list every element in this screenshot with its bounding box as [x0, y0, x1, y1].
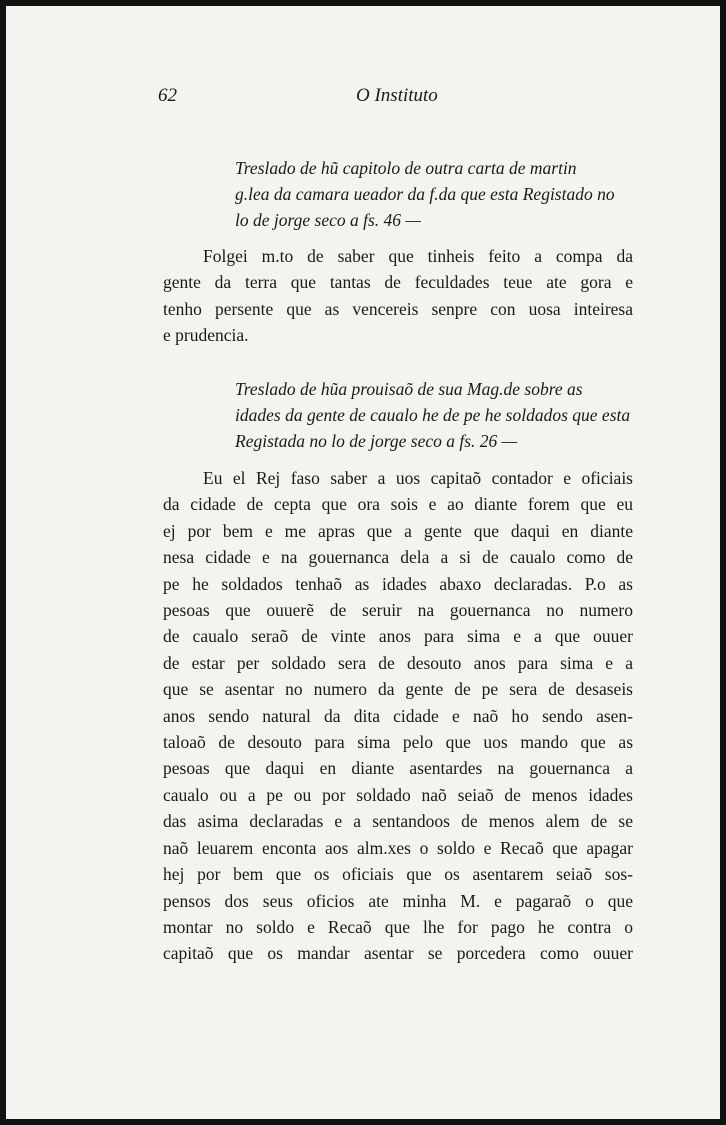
section-2-paragraph — [163, 465, 633, 967]
heading-line: Treslado de hũa prouisaõ de sua Mag.de sobre as — [235, 379, 583, 399]
document-page — [3, 3, 723, 1122]
running-title: O Instituto — [356, 85, 438, 106]
section-2-heading — [163, 376, 633, 454]
heading-line: lo de jorge seco a fs. 46 — — [235, 210, 421, 230]
paragraph-line: de caualo seraõ de vinte anos para sima e a que ouuer — [163, 626, 633, 647]
paragraph-line: anos sendo natural da dita cidade e naõ ho sendo asen- — [163, 705, 633, 726]
heading-line: idades da gente de caualo he de pe he soldados que esta — [235, 405, 631, 425]
paragraph-line: gente da terra que tantas de feculdades teue ate gora e — [163, 272, 633, 293]
paragraph-line: montar no soldo e Recaõ que lhe for pago he contra o — [163, 916, 633, 937]
paragraph-line: nesa cidade e na gouernanca dela a si de caualo como de — [163, 547, 633, 568]
paragraph-line: Folgei m.to de saber que tinheis feito a compa da — [203, 246, 633, 266]
paragraph-line: e prudencia. — [163, 325, 249, 346]
paragraph-line: pe he soldados tenhaõ as idades abaxo declaradas. P.o as — [163, 573, 633, 594]
heading-line: Treslado de hũ capitolo de outra carta de martin — [235, 158, 577, 178]
paragraph-line: tenho persente que as vencereis senpre con uosa inteiresa — [163, 298, 633, 319]
paragraph-line: ej por bem e me apras que a gente que daqui en diante — [163, 520, 633, 541]
paragraph-line: caualo ou a pe ou por soldado naõ seiaõ de menos idades — [163, 784, 633, 805]
paragraph-line: pesoas que ouuerẽ de seruir na gouernanca no numero — [163, 600, 633, 621]
heading-line: g.lea da camara ueador da f.da que esta Registado no — [235, 184, 615, 204]
paragraph-line: das asima declaradas e a sentandoos de menos alem de se — [163, 811, 633, 832]
page-number: 62 — [158, 85, 177, 106]
paragraph-line: hej por bem que os oficiais que os asentarem seiaõ sos- — [163, 864, 633, 885]
paragraph-line: da cidade de cepta que ora sois e ao diante forem que eu — [163, 494, 633, 515]
paragraph-line: naõ leuarem enconta aos alm.xes o soldo e Recaõ que apagar — [163, 837, 633, 858]
paragraph-line: taloaõ de desouto para sima pelo que uos mando que as — [163, 732, 633, 753]
section-1-paragraph — [163, 243, 633, 349]
paragraph-line: capitaõ que os mandar asentar se porcedera como ouuer — [163, 943, 633, 964]
paragraph-line: pesoas que daqui en diante asentardes na gouernanca a — [163, 758, 633, 779]
heading-line: Registada no lo de jorge seco a fs. 26 — — [235, 431, 518, 451]
section-1-heading — [163, 155, 633, 233]
page-header — [158, 85, 578, 111]
paragraph-line: pensos dos seus oficios ate minha M. e pagaraõ o que — [163, 890, 633, 911]
paragraph-line: Eu el Rej faso saber a uos capitaõ contador e oficiais — [203, 468, 633, 488]
paragraph-line: que se asentar no numero da gente de pe sera de desaseis — [163, 679, 633, 700]
paragraph-line: de estar per soldado sera de desouto anos para sima e a — [163, 652, 633, 673]
